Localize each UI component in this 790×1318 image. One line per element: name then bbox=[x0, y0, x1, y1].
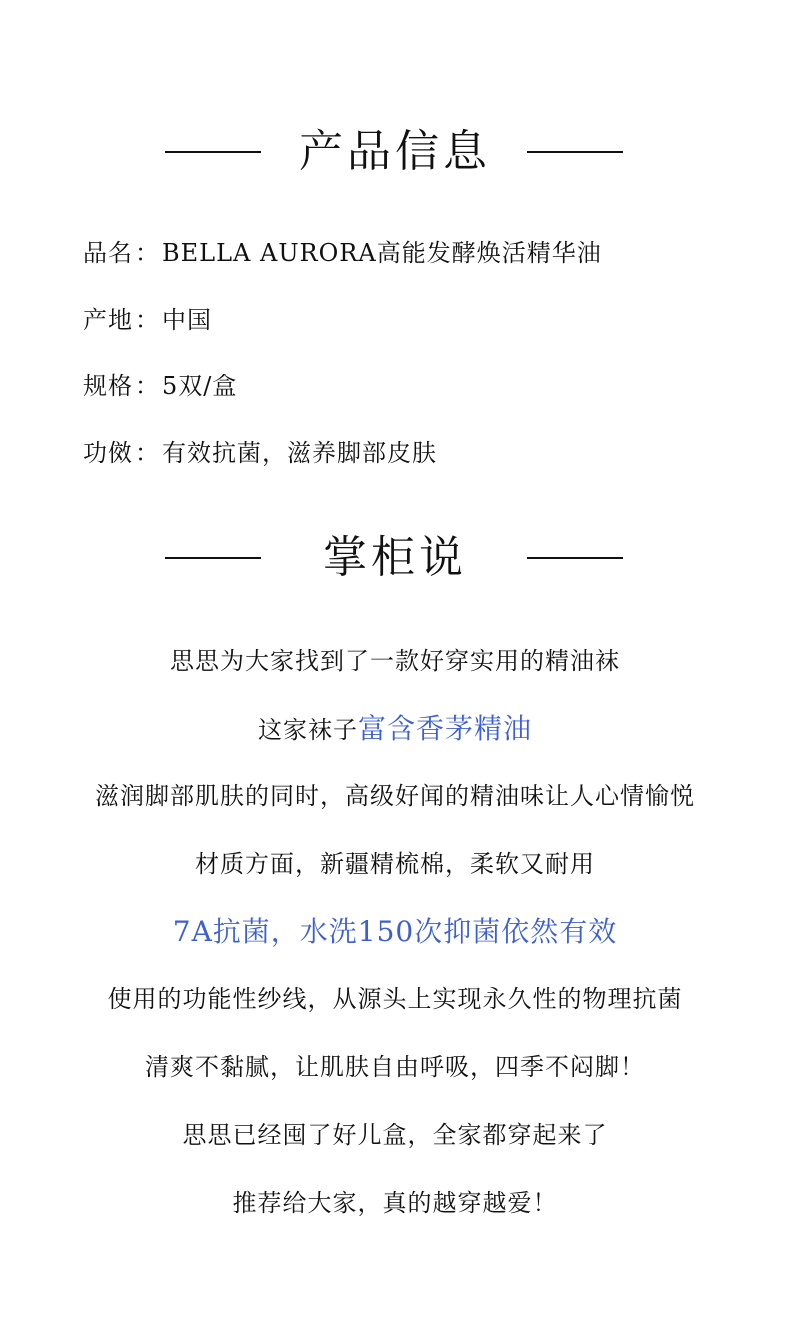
story-line: 思思已经囤了好儿盒，全家都穿起来了 bbox=[182, 1120, 608, 1149]
story-line bbox=[0, 707, 790, 775]
story-line: 推荐给大家，真的越穿越爱！ bbox=[232, 1188, 558, 1217]
story-line bbox=[0, 910, 790, 978]
info-label: 功傚 bbox=[83, 438, 133, 467]
story-line: 材质方面，新疆精梳棉，柔软又耐用 bbox=[195, 850, 595, 879]
product-info-title: 产品信息 bbox=[299, 126, 491, 177]
info-label: 产地 bbox=[83, 305, 133, 334]
shopkeeper-heading bbox=[0, 528, 790, 588]
info-label: 品名 bbox=[83, 239, 133, 267]
heading-rule-right bbox=[527, 557, 623, 559]
story-line: 清爽不黏腻，让肌肤自由呼吸，四季不闷脚！ bbox=[145, 1053, 645, 1082]
product-info-list bbox=[83, 234, 733, 500]
info-row-spec bbox=[83, 367, 733, 434]
info-row-effect bbox=[83, 434, 733, 501]
story-line: 思思为大家找到了一款好穿实用的精油袜 bbox=[170, 647, 620, 675]
info-row-name bbox=[83, 234, 733, 301]
story-line: 滋润脚部肌肤的同时，高级好闻的精油味让人心情愉悦 bbox=[95, 782, 695, 811]
info-value: 有效抗菌，滋养脚部皮肤 bbox=[162, 438, 437, 467]
info-label: 规格 bbox=[83, 372, 133, 400]
info-value: 5双/盒 bbox=[162, 372, 238, 400]
shopkeeper-title: 掌柜说 bbox=[323, 532, 467, 583]
shopkeeper-story bbox=[0, 639, 790, 1248]
info-separator: ： bbox=[135, 438, 160, 467]
info-value: BELLA AURORA高能发酵焕活精华油 bbox=[162, 239, 602, 267]
story-text: 这家袜子 bbox=[257, 715, 358, 744]
story-highlight: 7A抗菌，水洗150次抑菌依然有效 bbox=[172, 914, 618, 948]
info-separator: ： bbox=[135, 239, 160, 267]
story-line: 使用的功能性纱线，从源头上实现永久性的物理抗菌 bbox=[107, 985, 683, 1014]
info-value: 中国 bbox=[162, 305, 212, 334]
info-row-origin bbox=[83, 301, 733, 368]
info-separator: ： bbox=[135, 305, 160, 334]
heading-rule-right bbox=[527, 151, 623, 153]
story-highlight: 富含香茅精油 bbox=[357, 711, 532, 745]
product-info-heading bbox=[0, 122, 790, 182]
info-separator: ： bbox=[135, 372, 160, 400]
